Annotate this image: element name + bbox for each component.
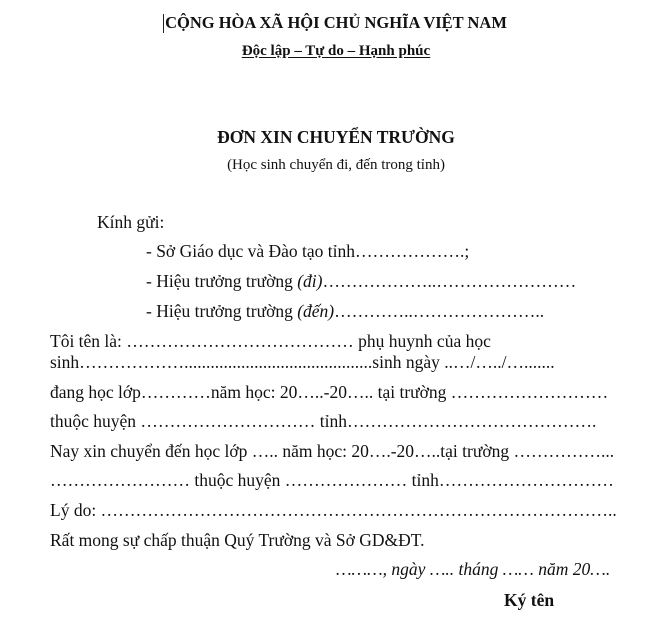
body-line-current-district[interactable]: thuộc huyện ………………………… tỉnh……………………………………. [50,411,597,431]
recipient-prefix: - Hiệu trưởng trường [146,271,298,291]
body-line-name[interactable]: Tôi tên là: ………………………………… phụ huynh của học [50,331,491,351]
body-line-closing: Rất mong sự chấp thuận Quý Trường và Sở GD&ĐT. [50,530,425,550]
motto-text: Độc lập – Tự do – Hạnh phúc [241,43,431,59]
recipient-italic: (đi) [297,271,323,291]
signature-label: Ký tên [504,590,555,610]
national-title [0,12,672,34]
recipient-prefix: - Hiệu trưởng trường [146,301,298,321]
body-line-reason[interactable]: Lý do: …………………………………………………………………………….. [50,500,617,520]
form-subtitle: (Học sinh chuyển đi, đến trong tỉnh) [227,157,445,173]
body-line-student[interactable]: sinh………………...........................................sinh ngày ..…/…../…....... [50,352,555,372]
recipient-line-principal-from [146,270,576,292]
recipient-blank[interactable]: …………..………………….. [334,301,545,321]
recipient-line-principal-to [146,300,544,322]
body-line-current-class[interactable]: đang học lớp…………năm học: 20…..-20….. tại trường ……………………… [50,382,609,402]
greeting: Kính gửi: [97,212,165,232]
body-line-transfer-district[interactable]: …………………… thuộc huyện ………………… tỉnh………………………… [50,470,614,490]
recipient-line-department [146,240,469,262]
date-line[interactable]: ………, ngày ….. tháng …… năm 20…. [336,559,611,579]
motto [0,40,672,62]
text-cursor [163,14,164,33]
recipient-prefix: - Sở Giáo dục và Đào tạo tỉnh [146,241,356,261]
recipient-blank[interactable]: ……………….; [355,241,470,261]
body-line-transfer-class[interactable]: Nay xin chuyển đến học lớp ….. năm học: 20….-20…..tại trường ……………... [50,441,615,461]
national-title-text: CỘNG HÒA XÃ HỘI CHỦ NGHĨA VIỆT NAM [165,13,507,32]
recipient-blank[interactable]: ………………..…………………… [322,271,577,291]
form-title: ĐƠN XIN CHUYỂN TRƯỜNG [217,127,455,147]
recipient-italic: (đến) [297,301,335,321]
